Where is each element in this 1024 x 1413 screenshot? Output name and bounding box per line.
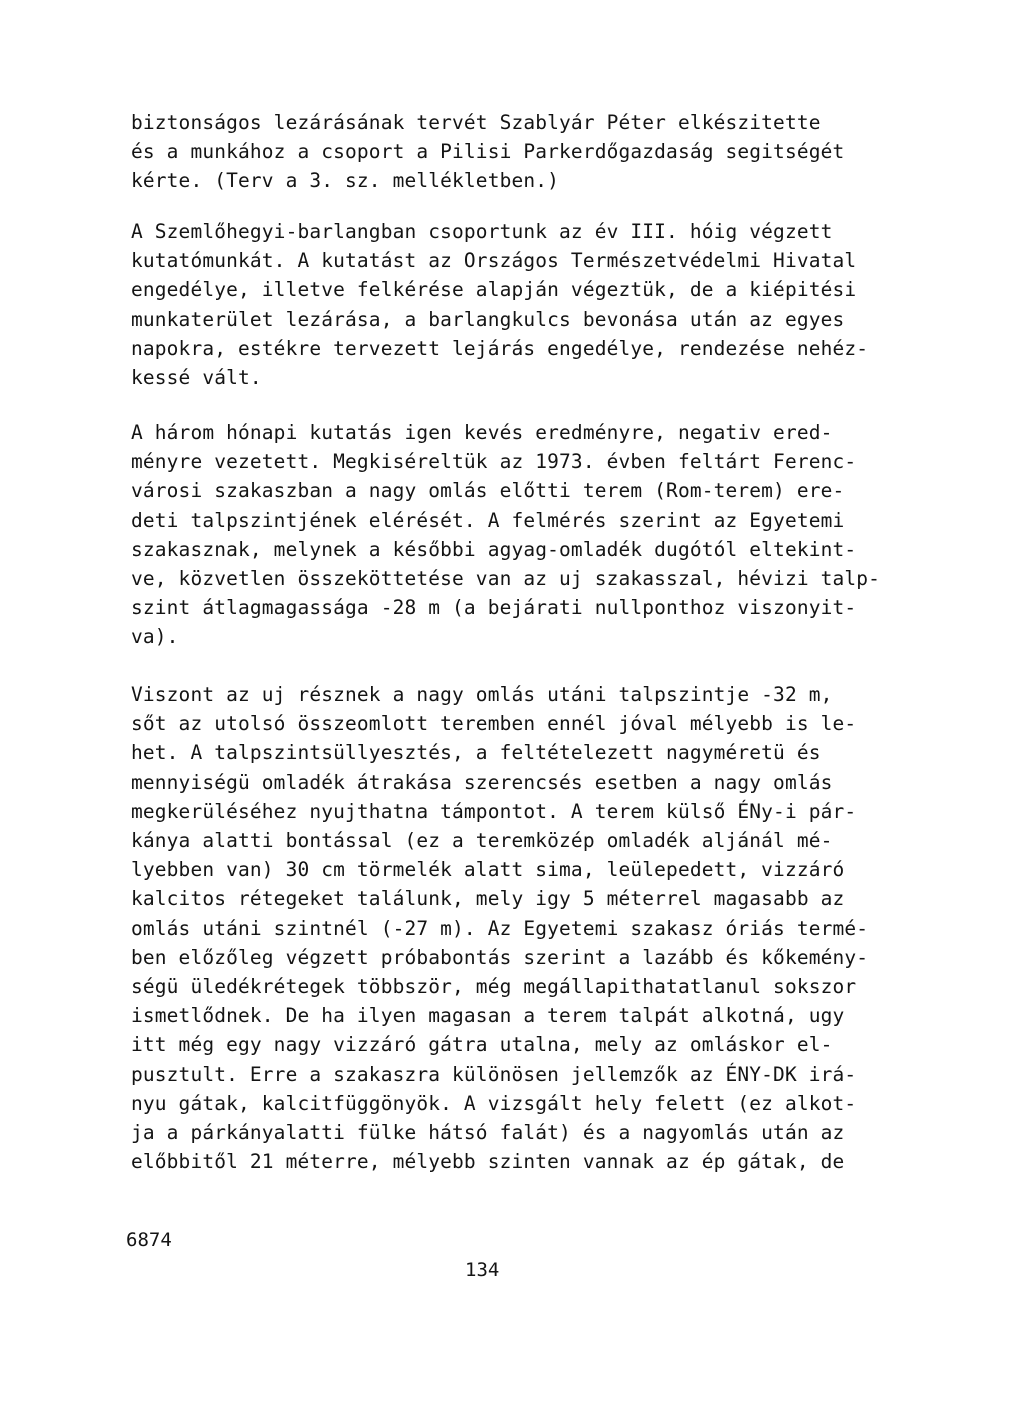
text-line: szint átlagmagassága -28 m (a bejárati nullponthoz viszonyit- [131,596,857,620]
text-line: A Szemlőhegyi-barlangban csoportunk az év III. hóig végzett [131,220,833,243]
text-line: ja a párkányalatti fülke hátsó falát) és a nagyomlás után az [131,1121,845,1144]
text-line: sőt az utolsó összeomlott teremben ennél jóval mélyebb is le- [131,712,857,736]
text-line: kutatómunkát. A kutatást az Országos Természetvédelmi Hivatal [131,249,857,273]
text-line: omlás utáni szintnél (-27 m). Az Egyetemi szakasz óriás termé- [131,916,869,940]
text-line: kérte. (Terv a 3. sz. mellékletben.) [131,169,560,193]
text-line: munkaterület lezárása, a barlangkulcs bevonása után az egyes [131,307,845,331]
text-line: szakasznak, melynek a későbbi agyag-omladék dugótól eltekint- [131,537,857,561]
text-line: Viszont az uj résznek a nagy omlás utáni talpszintje -32 m, [131,683,833,706]
text-line: és a munkához a csoport a Pilisi Parkerdőgazdaság segitségét [131,140,845,164]
text-line: biztonságos lezárásának tervét Szablyár Péter elkészitette [131,111,821,134]
text-line: het. A talpszintsüllyesztés, a feltételezett nagyméretü és [131,741,821,765]
text-line: mennyiségü omladék átrakása szerencsés esetben a nagy omlás [131,770,833,794]
text-line: kessé vált. [131,366,262,389]
text-line: kánya alatti bontással (ez a teremközép omladék aljánál mé- [131,829,833,852]
text-line: megkerüléséhez nyujthatna támpontot. A terem külső ÉNy-i pár- [131,799,857,823]
text-line: itt még egy nagy vizzáró gátra utalna, mely az omláskor el- [131,1033,833,1057]
text-line: lyebben van) 30 cm törmelék alatt sima, leülepedett, vizzáró [131,858,845,882]
footer-code: 6874 [126,1229,172,1251]
text-line: deti talpszintjének elérését. A felmérés szerint az Egyetemi [131,508,845,532]
text-line: városi szakaszban a nagy omlás előtti terem (Rom-terem) ere- [131,479,845,503]
text-line: ben előzőleg végzett próbabontás szerint a lazább és kőkemény- [131,945,869,969]
text-line: pusztult. Erre a szakaszra különösen jellemzők az ÉNY-DK irá- [131,1062,857,1086]
text-line: előbbitől 21 méterre, mélyebb szinten vannak az ép gátak, de [131,1150,845,1174]
text-line: napokra, estékre tervezett lejárás engedélye, rendezése nehéz- [131,336,869,360]
text-line: kalcitos rétegeket találunk, mely igy 5 méterrel magasabb az [131,887,845,911]
text-line: ményre vezetett. Megkiséreltük az 1973. évben feltárt Ferenc- [131,450,857,474]
text-line: A három hónapi kutatás igen kevés eredményre, negativ ered- [131,421,833,444]
text-line: va). [131,625,179,649]
text-line: ismetlődnek. De ha ilyen magasan a terem talpát alkotná, ugy [131,1004,845,1028]
text-line: nyu gátak, kalcitfüggönyök. A vizsgált hely felett (ez alkot- [131,1091,857,1115]
text-line: ve, közvetlen összeköttetése van az uj szakasszal, hévizi talp- [131,567,881,590]
text-line: engedélye, illetve felkérése alapján végeztük, de a kiépitési [131,278,857,302]
text-line: ségü üledékrétegek többször, még megállapithatatlanul sokszor [131,975,857,998]
page-number: 134 [465,1259,500,1281]
